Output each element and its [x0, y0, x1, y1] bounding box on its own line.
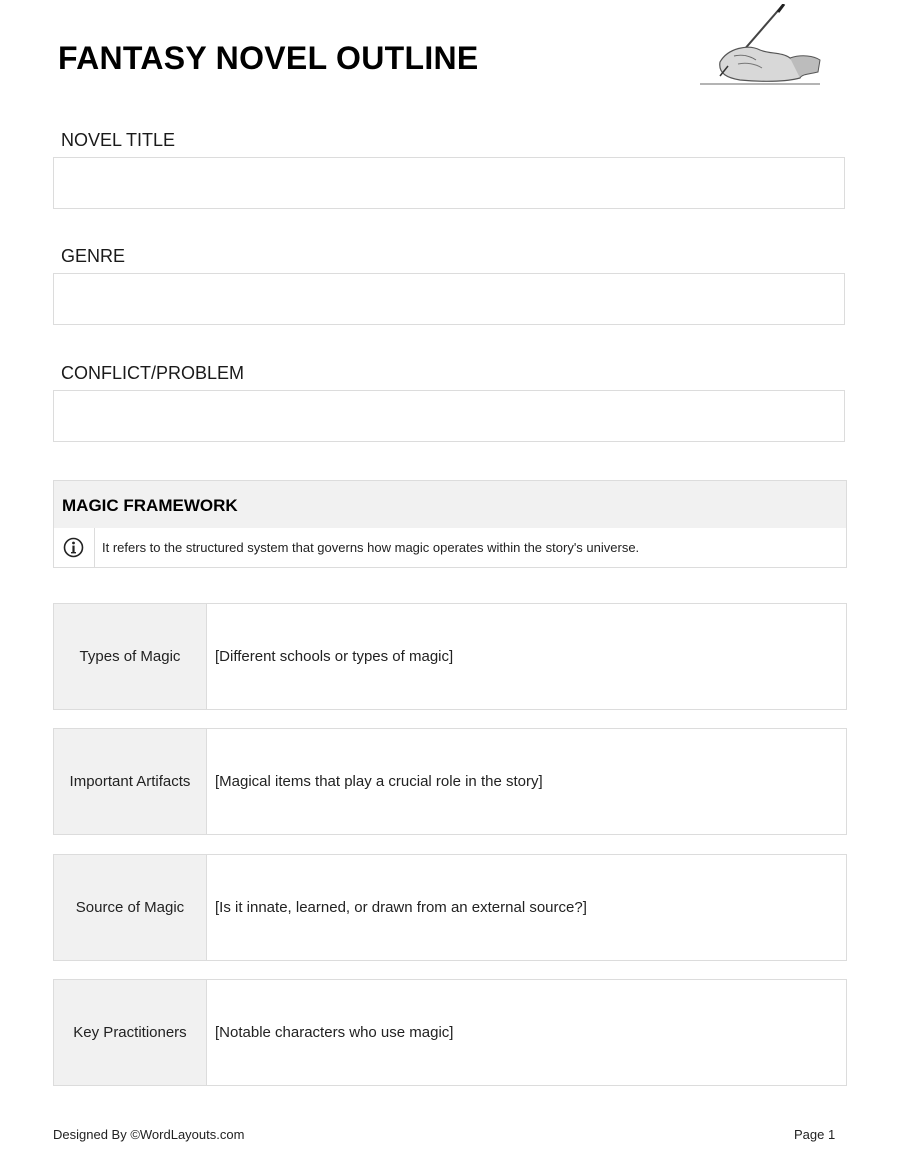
magic-framework-header [53, 480, 847, 529]
important-artifacts-label: Important Artifacts [54, 729, 207, 834]
key-practitioners-label: Key Practitioners [54, 980, 207, 1085]
conflict-problem-field[interactable] [53, 390, 845, 442]
info-icon-cell [54, 528, 95, 567]
magic-framework-description-row [53, 528, 847, 568]
footer-credit: Designed By ©WordLayouts.com [53, 1127, 245, 1142]
genre-label: GENRE [61, 246, 126, 266]
info-icon [63, 537, 84, 558]
types-of-magic-value[interactable]: [Different schools or types of magic] [215, 648, 454, 665]
types-of-magic-row [53, 603, 847, 710]
novel-title-field[interactable] [53, 157, 845, 209]
source-of-magic-value[interactable]: [Is it innate, learned, or drawn from an external source?] [215, 899, 587, 916]
magic-framework-heading: MAGIC FRAMEWORK [62, 496, 238, 515]
hand-writing-quill-icon [690, 4, 825, 88]
conflict-problem-label: CONFLICT/PROBLEM [61, 363, 245, 383]
key-practitioners-row [53, 979, 847, 1086]
novel-title-label: NOVEL TITLE [61, 130, 176, 150]
page-title: FANTASY NOVEL OUTLINE [58, 40, 479, 76]
source-of-magic-row [53, 854, 847, 961]
key-practitioners-value[interactable]: [Notable characters who use magic] [215, 1024, 454, 1041]
important-artifacts-row [53, 728, 847, 835]
important-artifacts-value[interactable]: [Magical items that play a crucial role in the story] [215, 773, 543, 790]
types-of-magic-label: Types of Magic [54, 604, 207, 709]
source-of-magic-label: Source of Magic [54, 855, 207, 960]
page-number: Page 1 [794, 1127, 836, 1142]
genre-field[interactable] [53, 273, 845, 325]
magic-framework-description: It refers to the structured system that governs how magic operates within the story's universe. [102, 540, 640, 555]
